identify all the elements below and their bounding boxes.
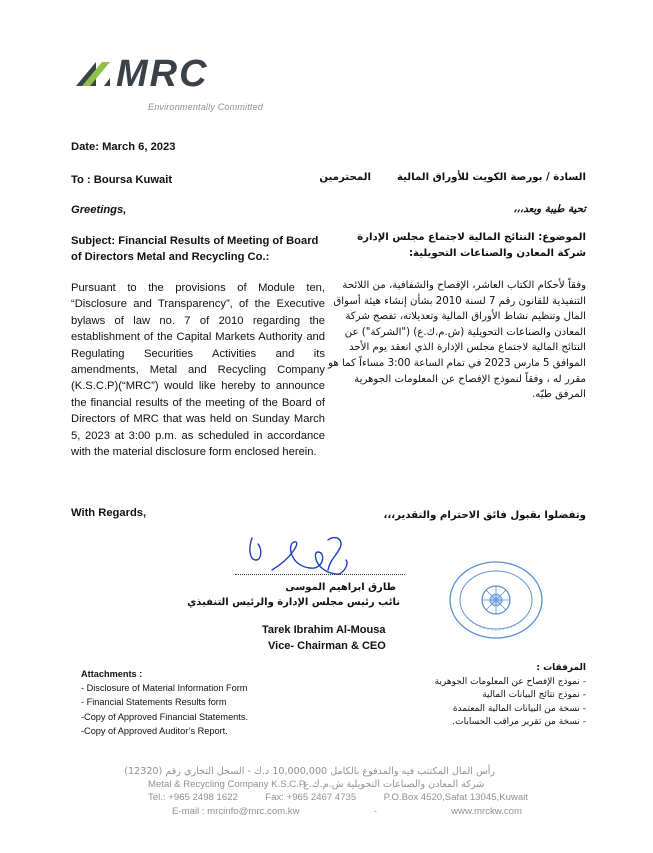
honorific-ar: المحترمين: [319, 172, 371, 183]
attachment-item-ar: - نموذج الإفصاح عن المعلومات الجوهرية: [434, 676, 586, 687]
letter-recipient: To : Boursa Kuwait: [71, 174, 173, 186]
signatory-name-ar: طارق ابراهيم الموسى: [285, 582, 396, 593]
svg-text:MRC: MRC: [116, 53, 209, 95]
attachment-item: - Disclosure of Material Information Form: [81, 683, 248, 694]
attachment-item: -Copy of Approved Auditor’s Report.: [81, 725, 228, 736]
footer-capital-ar: رأس المال المكتتب فيه والمدفوع بالكامل 10,000,000 د.ك - السجل التجاري رقم (12320): [124, 766, 495, 777]
footer-online-row: [172, 806, 522, 817]
letter-subject: Subject: Financial Results of Meeting of Board of Directors Metal and Recycling Co.:: [71, 235, 319, 264]
attachments-heading: Attachments :: [81, 669, 143, 679]
footer-tel: Tel.: +965 2498 1622: [148, 792, 238, 803]
letter-body: Pursuant to the provisions of Module ten, “Disclosure and Transparency”, of the Executive bylaws of law no. 7 of 2010 regarding the establishment of the Capital Markets Authority and Regulating Securities Activities and its amendments, Metal and Recycling Company (K.S.C.P)(“MRC”) would like hereby to announce the financial results of the meeting of the Board of Directors of MRC that was held on Sunday March 5, 2023 at 3:00 p.m. as scheduled in accordance with the material disclosure form enclosed herein.: [71, 282, 325, 459]
footer-separator: -: [373, 806, 377, 817]
attachments-heading-ar: المرفقات :: [536, 663, 586, 673]
signatory-name-en: Tarek Ibrahim Al-Mousa: [262, 624, 386, 636]
footer-pobox: P.O.Box 4520,Safat 13045,Kuwait: [383, 792, 528, 803]
letter-date: Date: March 6, 2023: [71, 141, 176, 153]
signatory-title-en: Vice- Chairman & CEO: [268, 640, 386, 652]
letter-subject-ar: الموضوع: النتائج المالية لاجتماع مجلس الإدارة شركة المعادن والصناعات التحويلية:: [357, 232, 586, 259]
footer-fax: Fax: +965 2467 4735: [265, 792, 357, 803]
footer-company-en: Metal & Recycling Company K.S.C.P.: [148, 779, 307, 790]
company-stamp: [446, 558, 546, 642]
letter-addressee-ar: [286, 170, 586, 186]
footer-email: E-mail : mrcinfo@mrc.com.kw: [172, 806, 300, 817]
attachments-en: [81, 667, 248, 738]
attachment-item-ar: - نسخة من البيانات المالية المعتمدة: [452, 703, 586, 714]
letter-closing: With Regards,: [71, 507, 147, 519]
attachment-item: -Copy of Approved Financial Statements.: [81, 711, 248, 722]
attachment-item: - Financial Statements Results form: [81, 697, 227, 708]
letter-greeting-ar: تحية طيبة وبعد،،،: [513, 204, 586, 215]
footer-contact-row: [148, 792, 528, 803]
signature-line: [235, 574, 405, 575]
addressee-ar: السادة / بورصة الكويت للأوراق المالية: [396, 172, 586, 183]
footer-company-ar: شركة المعادن والصناعات التحويلية ش.م.ك.ع: [303, 779, 485, 790]
logo-tagline: Environmentally Committed: [148, 102, 264, 112]
signatory-title-ar: نائب رئيس مجلس الإدارة والرئيس التنفيذي: [187, 597, 400, 608]
attachment-item-ar: - نسخة من تقرير مراقب الحسابات.: [452, 717, 586, 728]
letter-greeting: Greetings,: [71, 204, 127, 216]
attachment-item-ar: - نموذج نتائج البيانات المالية: [482, 690, 586, 701]
letter-closing-ar: وتفضلوا بقبول فائق الاحترام والتقدير،،،: [383, 510, 586, 521]
letter-body-ar: وفقاً لأحكام الكتاب العاشر، الإفصاح والشفافية، من اللائحة التنفيذية للقانون رقم 7 لسنة 2010 بشأن إنشاء هيئة أسواق المال وتنظيم نشاط الأوراق المالية وتعديلاته، تفصح شركة المعادن والصناعات التحويلية (ش.م.ك.ع) ("الشركة") عن النتائج المالية لاجتماع مجلس الإدارة الذي انعقد يوم الأحد الموافق 5 مارس 2023 في تمام الساعة 3:00 مساءاً كما هو مقرر له ، وفقاً لنموذج الإفصاح عن المعلومات الجوهرية المرفق طيّه.: [328, 280, 586, 401]
footer-website: www.mrckw.com: [451, 806, 522, 817]
attachments-ar: [435, 662, 586, 730]
